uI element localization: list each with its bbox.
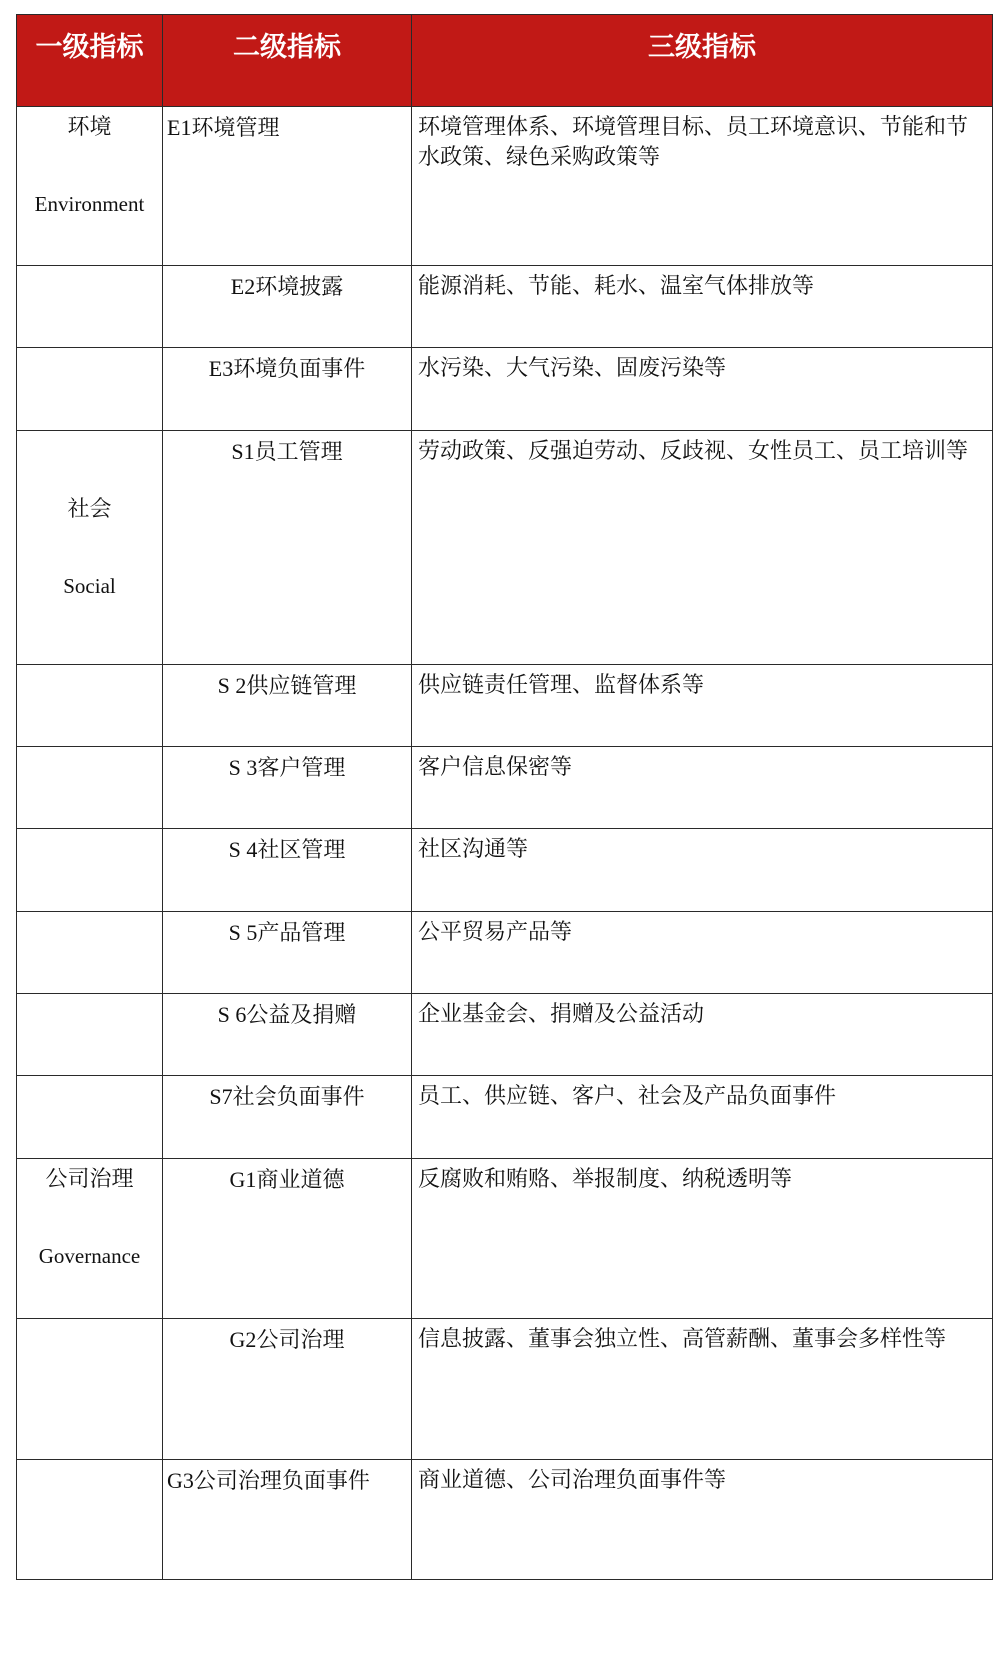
indicator-code: G1 xyxy=(229,1167,257,1192)
level-2-cell xyxy=(163,1460,412,1580)
table-row xyxy=(17,266,993,348)
indicator-name: 供应链管理 xyxy=(246,674,357,699)
level-3-cell: 社区沟通等 xyxy=(412,829,993,912)
level-2-cell xyxy=(163,348,412,431)
table-row xyxy=(17,665,993,747)
level-3-cell: 商业道德、公司治理负面事件等 xyxy=(412,1460,993,1580)
level-2-cell xyxy=(163,431,412,665)
indicator-name: 社区管理 xyxy=(257,838,346,863)
indicator-name: 环境负面事件 xyxy=(233,357,366,382)
level-3-cell: 环境管理体系、环境管理目标、员工环境意识、节能和节水政策、绿色采购政策等 xyxy=(412,107,993,266)
category-empty-cell xyxy=(17,1460,163,1580)
indicator-name: 公司治理负面事件 xyxy=(193,1469,370,1494)
indicator-name: 公司治理 xyxy=(256,1328,345,1353)
header-row xyxy=(17,15,993,107)
level-3-cell: 信息披露、董事会独立性、高管薪酬、董事会多样性等 xyxy=(412,1319,993,1460)
category-social xyxy=(17,431,163,665)
indicator-code: S 2 xyxy=(217,673,247,698)
category-empty-cell xyxy=(17,665,163,747)
level-3-cell: 员工、供应链、客户、社会及产品负面事件 xyxy=(412,1076,993,1159)
esg-indicator-table-sheet xyxy=(16,14,992,1640)
indicator-code: G2 xyxy=(229,1327,257,1352)
indicator-code: E1 xyxy=(167,115,192,140)
category-label-en: Environment xyxy=(34,192,145,216)
indicator-name: 客户管理 xyxy=(257,756,346,781)
header-level-2: 二级指标 xyxy=(163,15,412,107)
category-empty-cell xyxy=(17,266,163,348)
category-label-zh: 环境 xyxy=(67,115,112,140)
indicator-code: S 5 xyxy=(228,920,258,945)
level-2-cell xyxy=(163,1319,412,1460)
table-row xyxy=(17,1159,993,1319)
indicator-name: 社会负面事件 xyxy=(232,1085,365,1110)
category-empty-cell xyxy=(17,348,163,431)
level-3-cell: 公平贸易产品等 xyxy=(412,912,993,994)
indicator-code: G3 xyxy=(167,1468,194,1493)
indicator-name: 公益及捐赠 xyxy=(246,1003,357,1028)
indicator-name: 环境管理 xyxy=(191,116,280,141)
header-level-1: 一级指标 xyxy=(17,15,163,107)
level-2-cell xyxy=(163,1159,412,1319)
level-2-cell xyxy=(163,994,412,1076)
table-row xyxy=(17,1319,993,1460)
category-governance xyxy=(17,1159,163,1319)
level-3-cell: 反腐败和贿赂、举报制度、纳税透明等 xyxy=(412,1159,993,1319)
category-empty-cell xyxy=(17,829,163,912)
level-2-cell xyxy=(163,665,412,747)
table-row xyxy=(17,994,993,1076)
indicator-code: S 3 xyxy=(228,755,258,780)
table-row xyxy=(17,348,993,431)
level-3-cell: 企业基金会、捐赠及公益活动 xyxy=(412,994,993,1076)
indicator-code: E2 xyxy=(230,274,256,299)
category-label-en: Social xyxy=(63,573,116,598)
table-row xyxy=(17,431,993,665)
table-row xyxy=(17,1076,993,1159)
esg-indicator-table xyxy=(16,14,993,1580)
level-3-cell: 客户信息保密等 xyxy=(412,747,993,829)
category-empty-cell xyxy=(17,747,163,829)
indicator-code: S1 xyxy=(231,439,255,464)
level-2-cell xyxy=(163,747,412,829)
level-2-cell xyxy=(163,829,412,912)
level-2-cell xyxy=(163,107,412,266)
level-3-cell: 能源消耗、节能、耗水、温室气体排放等 xyxy=(412,266,993,348)
table-row xyxy=(17,912,993,994)
level-3-cell: 供应链责任管理、监督体系等 xyxy=(412,665,993,747)
table-row xyxy=(17,829,993,912)
table-row xyxy=(17,107,993,266)
level-2-cell xyxy=(163,266,412,348)
category-empty-cell xyxy=(17,1076,163,1159)
level-3-cell: 劳动政策、反强迫劳动、反歧视、女性员工、员工培训等 xyxy=(412,431,993,665)
indicator-name: 环境披露 xyxy=(255,275,344,300)
indicator-code: S 6 xyxy=(217,1002,247,1027)
indicator-name: 产品管理 xyxy=(257,921,346,946)
table-row xyxy=(17,747,993,829)
indicator-code: E3 xyxy=(208,356,234,381)
category-environment xyxy=(17,107,163,266)
indicator-name: 员工管理 xyxy=(254,440,343,465)
level-2-cell xyxy=(163,912,412,994)
category-label-zh: 公司治理 xyxy=(45,1167,134,1192)
header-level-3: 三级指标 xyxy=(412,15,993,107)
level-3-cell: 水污染、大气污染、固废污染等 xyxy=(412,348,993,431)
table-row xyxy=(17,1460,993,1580)
level-2-cell xyxy=(163,1076,412,1159)
category-label-zh: 社会 xyxy=(67,496,112,522)
indicator-name: 商业道德 xyxy=(256,1168,345,1193)
indicator-code: S 4 xyxy=(228,837,258,862)
indicator-code: S7 xyxy=(209,1084,233,1109)
category-empty-cell xyxy=(17,912,163,994)
category-label-en: Governance xyxy=(38,1244,141,1268)
category-empty-cell xyxy=(17,1319,163,1460)
category-empty-cell xyxy=(17,994,163,1076)
